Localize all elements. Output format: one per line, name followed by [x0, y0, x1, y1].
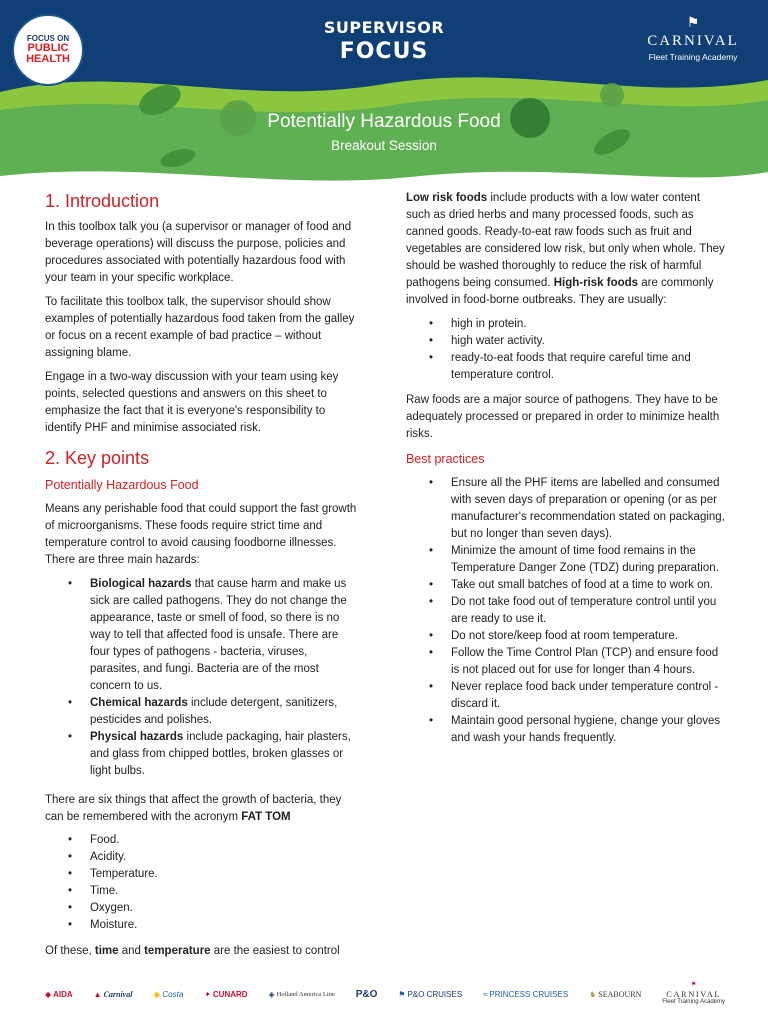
closing-text: Of these,: [45, 945, 95, 957]
best-practices-heading: Best practices: [406, 452, 485, 466]
page-title: Potentially Hazardous Food: [267, 111, 501, 132]
carnival-footer-logo: ⚑ CARNIVAL Fleet Training Academy: [662, 981, 725, 1006]
header-banner: [0, 0, 768, 190]
list-item: • Never replace food back under temperature control - discard it.: [406, 679, 726, 713]
list-item: [45, 729, 360, 780]
hazard-text: include detergent, sanitizers, pesticides and polishes.: [90, 697, 338, 726]
hazard-name: Biological hazards: [90, 578, 192, 590]
logo-text-line1: FOCUS ON: [26, 34, 70, 43]
list-item: • Ensure all the PHF items are labelled and consumed with seven days of preparation or opening (or as per manufacturer's recommendation stated on packaging, but no longer than seven days).: [406, 475, 726, 543]
list-item: • high in protein.: [406, 316, 726, 333]
list-item: • Follow the Time Control Plan (TCP) and ensure food is not placed out for use for longer than 4 hours.: [406, 645, 726, 679]
list-item: • Oxygen.: [45, 900, 360, 917]
carnival-funnel-icon: ▲: [93, 989, 102, 999]
list-item: • Do not store/keep food at room temperature.: [406, 628, 726, 645]
cunard-lion-icon: ✦: [204, 989, 211, 999]
brand-footer: [45, 973, 725, 1015]
risk-paragraph: [406, 190, 726, 309]
logo-text-line3: HEALTH: [26, 53, 70, 65]
closing-line: [45, 943, 360, 960]
fat-tom-intro: [45, 792, 360, 826]
brand-logo-carnival: ▲ Carnival: [93, 989, 133, 999]
brand-logo-po-cruises: ⚑ P&O CRUISES: [398, 989, 463, 999]
focus-on-public-health-logo: [12, 14, 84, 86]
closing-text: are the easiest to control: [210, 945, 340, 957]
high-risk-text: are commonly involved in food-borne outbreaks. They are usually:: [406, 277, 714, 306]
hazards-intro: There are three main hazards:: [45, 554, 200, 566]
intro-paragraph-2: To facilitate this toolbox talk, the supervisor should show examples of potentially hazardous food taken from the galley or focus on a recent example of bad practice – without assigning blame.: [45, 296, 355, 359]
list-item: • ready-to-eat foods that require careful time and temperature control.: [406, 350, 726, 384]
brand-line2: FOCUS: [339, 39, 429, 64]
closing-text: and: [118, 945, 145, 957]
best-practices-list: [406, 475, 726, 747]
low-risk-text: include products with a low water content such as dried herbs and many processed foods, such as canned goods. Ready-to-eat raw foods such as fruit and vegetables are considered low risk, but only when whole. They should be washed thoroughly to reduce the risk of harmful pathogens being consumed.: [406, 192, 725, 289]
phf-definition: Means any perishable food that could support the fast growth of microorganisms. These foods require strict time and temperature control to avoid causing foodborne illnesses.: [45, 503, 357, 549]
list-item: • Acidity.: [45, 849, 360, 866]
high-risk-list: [406, 316, 726, 384]
phf-subheading: Potentially Hazardous Food: [45, 478, 199, 492]
list-item: [45, 695, 360, 729]
low-risk-label: Low risk foods: [406, 192, 488, 204]
hazard-name: Chemical hazards: [90, 697, 188, 709]
intro-paragraph-3: Engage in a two-way discussion with your team using key points, selected questions and answers on this sheet to emphasize the fact that it is everyone's responsibility to identify PHF and minimise associated risk.: [45, 371, 339, 434]
supervisor-focus-logo: [300, 18, 468, 64]
logo-text-line2: PUBLIC: [27, 42, 69, 54]
closing-bold-temperature: temperature: [144, 945, 211, 957]
fat-tom-intro-text: There are six things that affect the growth of bacteria, they can be remembered with the acronym: [45, 794, 342, 823]
carnival-logo: [638, 14, 748, 62]
holland-america-crest-icon: ◈: [268, 989, 275, 999]
list-item: • Take out small batches of food at a time to work on.: [406, 577, 726, 594]
hazard-text: include packaging, hair plasters, and glass from chipped bottles, broken glasses or light bulbs.: [90, 731, 351, 777]
brand-logo-costa: ◉ Costa: [153, 989, 184, 999]
list-item: • Time.: [45, 883, 360, 900]
list-item: • Food.: [45, 832, 360, 849]
brand-line1: SUPERVISOR: [323, 18, 445, 37]
brand-logo-holland-america: ◈ Holland America Line: [268, 989, 335, 999]
carnival-flag-icon: ⚑: [686, 14, 700, 30]
hazards-list: [45, 576, 360, 780]
list-item: • Do not take food out of temperature control until you are ready to use it.: [406, 594, 726, 628]
brand-logo-aida: ◆ AIDA: [45, 989, 73, 999]
list-item: • high water activity.: [406, 333, 726, 350]
hazard-text: that cause harm and make us sick are called pathogens. They do not change the appearance, taste or smell of food, so there is no way to tell that affected food is unsafe. There are four types of pathogens - bacteria, viruses, parasites, and fungi. Bacteria are of the most concern to us.: [90, 578, 347, 692]
brand-logo-po: P&O: [355, 988, 378, 1000]
costa-c-icon: ◉: [153, 989, 161, 999]
carnival-name: CARNIVAL: [647, 33, 739, 49]
brand-logo-princess: ≈ PRINCESS CRUISES: [483, 989, 569, 999]
high-risk-label: High-risk foods: [553, 277, 639, 289]
princess-seawitch-icon: ≈: [483, 989, 488, 999]
fat-tom-acronym: FAT TOM: [241, 811, 291, 823]
closing-bold-time: time: [94, 945, 119, 957]
right-column: [406, 190, 726, 747]
aida-kiss-icon: ◆: [45, 989, 52, 999]
list-item: • Maintain good personal hygiene, change your gloves and wash your hands frequently.: [406, 713, 726, 747]
brand-logo-cunard: ✦ CUNARD: [204, 989, 248, 999]
po-cruises-flag-icon: ⚑: [398, 989, 406, 999]
intro-heading: 1. Introduction: [45, 191, 160, 211]
intro-paragraph-1: In this toolbox talk you (a supervisor or manager of food and beverage operations) will discuss the purpose, policies and procedures associated with potentially hazardous food with your team in your specific workplace.: [45, 221, 352, 284]
list-item: • Minimize the amount of time food remains in the Temperature Danger Zone (TDZ) during preparation.: [406, 543, 726, 577]
list-item: [45, 576, 360, 695]
list-item: • Temperature.: [45, 866, 360, 883]
fat-tom-list: [45, 832, 360, 934]
hazard-name: Physical hazards: [90, 731, 184, 743]
left-column: [45, 190, 360, 960]
brand-logo-seabourn: ♞ SEABOURN: [589, 989, 642, 999]
carnival-flag-icon: ⚑: [690, 981, 697, 988]
seabourn-seahorse-icon: ♞: [589, 989, 597, 999]
raw-foods-paragraph: Raw foods are a major source of pathogens. They have to be adequately processed or prepared in order to minimize health risks.: [406, 394, 720, 440]
carnival-sub: Fleet Training Academy: [648, 52, 738, 62]
page-subtitle: Breakout Session: [331, 138, 437, 153]
list-item: • Moisture.: [45, 917, 360, 934]
key-points-heading: 2. Key points: [45, 448, 150, 468]
